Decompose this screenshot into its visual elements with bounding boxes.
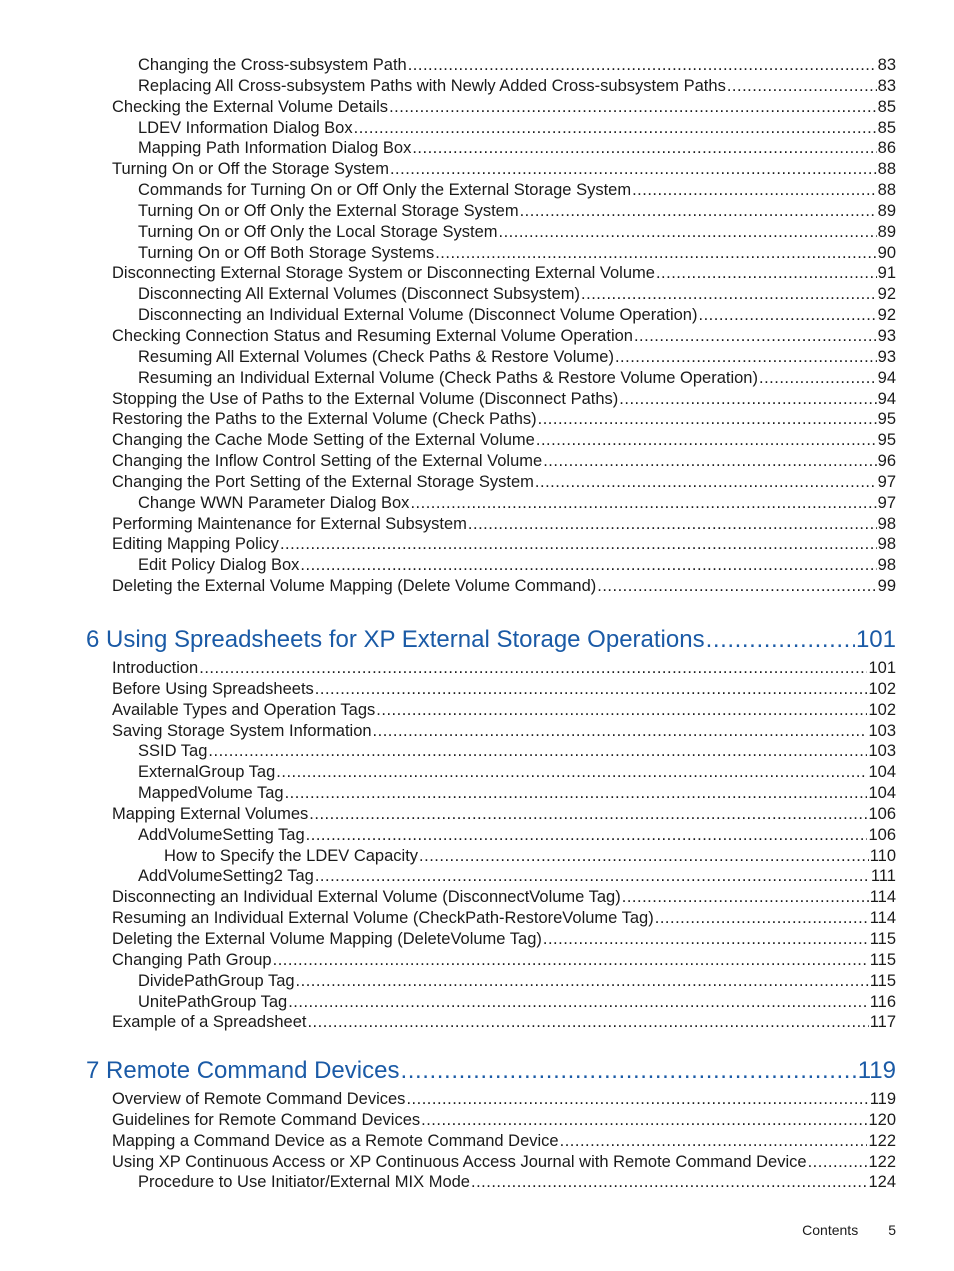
toc-entry-title: DividePathGroup Tag — [138, 971, 295, 990]
dot-leader — [543, 929, 869, 950]
toc-entry-title: Restoring the Paths to the External Volume (Check Paths) — [112, 410, 537, 429]
toc-entry-page-number: 120 — [868, 1110, 896, 1129]
toc-entry[interactable] — [0, 326, 954, 347]
dot-leader — [615, 347, 877, 368]
toc-entry-page-number: 92 — [877, 306, 896, 325]
toc-entry[interactable] — [0, 783, 954, 804]
toc-entry-page-number: 115 — [869, 950, 896, 969]
dot-leader — [656, 263, 877, 284]
toc-entry-page-number: 115 — [869, 971, 896, 990]
toc-entry-page-number: 110 — [869, 846, 896, 865]
toc-entry-page-number: 83 — [877, 76, 896, 95]
dot-leader — [619, 389, 876, 410]
toc-entry[interactable] — [0, 576, 954, 597]
toc-continuation — [0, 55, 954, 597]
dot-leader — [655, 908, 869, 929]
dot-leader — [581, 284, 877, 305]
toc-entry-title: MappedVolume Tag — [138, 784, 284, 803]
toc-entry-page-number: 101 — [868, 659, 896, 677]
dot-leader — [759, 368, 877, 389]
toc-entry[interactable] — [0, 222, 954, 243]
toc-entry[interactable] — [0, 534, 954, 555]
toc-entry[interactable] — [0, 1012, 954, 1033]
toc-entry[interactable] — [0, 950, 954, 971]
toc-entry[interactable] — [0, 804, 954, 825]
toc-entry[interactable] — [0, 451, 954, 472]
toc-entry[interactable] — [0, 347, 954, 368]
toc-entry[interactable] — [0, 1152, 954, 1173]
toc-entry-page-number: 106 — [868, 804, 896, 823]
toc-entry-title: Saving Storage System Information — [112, 721, 372, 740]
dot-leader — [280, 534, 877, 555]
dot-leader — [706, 625, 855, 655]
toc-entry-page-number: 93 — [877, 326, 896, 345]
dot-leader — [499, 222, 877, 243]
chapter-page-number: 101 — [855, 626, 896, 653]
toc-entry-title: Commands for Turning On or Off Only the External Storage System — [138, 181, 632, 200]
toc-entry[interactable] — [0, 409, 954, 430]
dot-leader — [538, 409, 877, 430]
toc-chapter-6 — [0, 625, 954, 1033]
dot-leader — [435, 243, 876, 264]
toc-entry-page-number: 89 — [877, 201, 896, 220]
toc-entry-title: Turning On or Off Only the Local Storage System — [138, 222, 498, 241]
toc-entry-title: Stopping the Use of Paths to the External Volume (Disconnect Paths) — [112, 389, 619, 408]
toc-entry-page-number: 116 — [869, 992, 896, 1011]
toc-entry-title: Resuming All External Volumes (Check Paths & Restore Volume) — [138, 347, 614, 366]
toc-entry-page-number: 102 — [868, 700, 896, 719]
toc-entry[interactable] — [0, 305, 954, 326]
dot-leader — [276, 762, 867, 783]
toc-entry[interactable] — [0, 992, 954, 1013]
toc-entry[interactable] — [0, 1089, 954, 1110]
dot-leader — [315, 866, 870, 887]
toc-entry-page-number: 124 — [868, 1173, 896, 1192]
dot-leader — [406, 1089, 868, 1110]
toc-entry[interactable] — [0, 243, 954, 264]
toc-entry-title: Disconnecting All External Volumes (Disconnect Subsystem) — [138, 285, 581, 304]
toc-entry-page-number: 94 — [877, 389, 896, 408]
toc-entry-title: Checking Connection Status and Resuming External Volume Operation — [112, 326, 633, 345]
toc-entry[interactable] — [0, 284, 954, 305]
dot-leader — [296, 971, 869, 992]
toc-entry-page-number: 119 — [869, 1090, 896, 1108]
toc-entry-page-number: 98 — [877, 535, 896, 554]
toc-entry-page-number: 114 — [869, 909, 896, 928]
toc-entry[interactable] — [0, 389, 954, 410]
toc-entry-title: Resuming an Individual External Volume (CheckPath-RestoreVolume Tag) — [112, 909, 654, 928]
toc-entry-title: Changing the Cache Mode Setting of the External Volume — [112, 431, 535, 450]
toc-entry-page-number: 122 — [868, 1152, 896, 1171]
toc-entry-page-number: 93 — [877, 347, 896, 366]
dot-leader — [632, 180, 877, 201]
toc-entry[interactable] — [0, 762, 954, 783]
toc-entry[interactable] — [0, 721, 954, 742]
toc-entry-title: Turning On or Off Both Storage Systems — [138, 243, 435, 262]
toc-entry-page-number: 97 — [877, 472, 896, 491]
toc-entry-page-number: 95 — [877, 431, 896, 450]
toc-entry-page-number: 106 — [868, 825, 896, 844]
toc-entry[interactable] — [0, 55, 954, 76]
dot-leader — [306, 825, 868, 846]
dot-leader — [285, 783, 868, 804]
toc-entry-title: Mapping Path Information Dialog Box — [138, 139, 412, 158]
chapter-heading[interactable] — [0, 625, 954, 655]
toc-entry[interactable] — [0, 1131, 954, 1152]
toc-entry[interactable] — [0, 658, 954, 679]
toc-entry-page-number: 90 — [877, 243, 896, 262]
dot-leader — [543, 451, 876, 472]
dot-leader — [560, 1131, 868, 1152]
dot-leader — [727, 76, 877, 97]
toc-entry[interactable] — [0, 679, 954, 700]
toc-entry-page-number: 103 — [868, 742, 896, 761]
dot-leader — [288, 992, 868, 1013]
toc-entry-title: Changing the Inflow Control Setting of the External Volume — [112, 452, 543, 471]
toc-entry[interactable] — [0, 1110, 954, 1131]
toc-entry-title: AddVolumeSetting2 Tag — [138, 867, 314, 886]
toc-entry[interactable] — [0, 76, 954, 97]
dot-leader — [410, 493, 876, 514]
chapter-title: 6 Using Spreadsheets for XP External Storage Operations — [86, 626, 705, 653]
toc-entry-title: Guidelines for Remote Command Devices — [112, 1110, 421, 1129]
dot-leader — [354, 118, 877, 139]
dot-leader — [315, 679, 868, 700]
toc-entry-title: Procedure to Use Initiator/External MIX Mode — [138, 1173, 470, 1192]
toc-entry-page-number: 85 — [877, 97, 896, 116]
footer-section-label: Contents — [802, 1222, 859, 1238]
toc-entry[interactable] — [0, 368, 954, 389]
toc-entry[interactable] — [0, 180, 954, 201]
toc-entry[interactable] — [0, 555, 954, 576]
toc-entry-page-number: 83 — [877, 56, 896, 74]
toc-entry-page-number: 97 — [877, 493, 896, 512]
toc-entry-title: How to Specify the LDEV Capacity — [164, 846, 419, 865]
chapter-7-entries — [0, 1089, 954, 1193]
toc-entry-page-number: 91 — [877, 264, 896, 283]
toc-entry-title: Turning On or Off the Storage System — [112, 160, 389, 179]
dot-leader — [376, 700, 867, 721]
dot-leader — [412, 138, 876, 159]
chapter-page-number: 119 — [857, 1057, 896, 1084]
toc-entry-page-number: 111 — [870, 867, 896, 886]
toc-entry-page-number: 114 — [869, 888, 896, 907]
toc-entry-page-number: 98 — [877, 556, 896, 575]
dot-leader — [536, 430, 877, 451]
toc-entry[interactable] — [0, 472, 954, 493]
toc-entry-page-number: 99 — [877, 577, 896, 596]
toc-entry-title: Mapping External Volumes — [112, 804, 309, 823]
toc-entry-page-number: 95 — [877, 410, 896, 429]
toc-entry-title: Change WWN Parameter Dialog Box — [138, 493, 410, 512]
toc-entry-title: Changing the Cross-subsystem Path — [138, 56, 407, 74]
toc-entry[interactable] — [0, 887, 954, 908]
dot-leader — [400, 1056, 856, 1086]
toc-entry-page-number: 89 — [877, 222, 896, 241]
toc-entry-title: Overview of Remote Command Devices — [112, 1090, 406, 1108]
toc-entry[interactable] — [0, 908, 954, 929]
toc-entry-page-number: 86 — [877, 139, 896, 158]
toc-entry-page-number: 103 — [868, 721, 896, 740]
toc-entry[interactable] — [0, 263, 954, 284]
toc-entry-title: Edit Policy Dialog Box — [138, 556, 300, 575]
dot-leader — [535, 472, 877, 493]
toc-entry-title: Deleting the External Volume Mapping (Delete Volume Command) — [112, 577, 597, 596]
toc-entry-title: Turning On or Off Only the External Storage System — [138, 201, 519, 220]
toc-entry-page-number: 117 — [869, 1013, 896, 1032]
dot-leader — [471, 1172, 867, 1193]
dot-leader — [373, 721, 868, 742]
toc-entry-page-number: 98 — [877, 514, 896, 533]
chapter-title: 7 Remote Command Devices — [86, 1057, 400, 1084]
chapter-heading[interactable] — [0, 1056, 954, 1086]
toc-entry[interactable] — [0, 846, 954, 867]
toc-entry-title: Disconnecting an Individual External Volume (DisconnectVolume Tag) — [112, 888, 621, 907]
toc-entry[interactable] — [0, 430, 954, 451]
toc-entry-title: Disconnecting an Individual External Volume (Disconnect Volume Operation) — [138, 306, 698, 325]
toc-entry-title: Performing Maintenance for External Subsystem — [112, 514, 467, 533]
toc-entry-title: AddVolumeSetting Tag — [138, 825, 305, 844]
dot-leader — [634, 326, 877, 347]
toc-entry-title: Replacing All Cross-subsystem Paths with Newly Added Cross-subsystem Paths — [138, 76, 726, 95]
toc-entry-page-number: 115 — [869, 929, 896, 948]
toc-entry[interactable] — [0, 201, 954, 222]
dot-leader — [307, 1012, 868, 1033]
toc-entry-page-number: 94 — [877, 368, 896, 387]
toc-entry[interactable] — [0, 1172, 954, 1193]
toc-entry[interactable] — [0, 866, 954, 887]
toc-entry[interactable] — [0, 514, 954, 535]
dot-leader — [309, 804, 867, 825]
toc-entry[interactable] — [0, 741, 954, 762]
toc-entry-title: Mapping a Command Device as a Remote Command Device — [112, 1131, 559, 1150]
dot-leader — [273, 950, 869, 971]
toc-entry-page-number: 92 — [877, 285, 896, 304]
toc-entry-title: Introduction — [112, 659, 199, 677]
toc-entry-title: Before Using Spreadsheets — [112, 679, 314, 698]
dot-leader — [389, 97, 877, 118]
toc-entry-page-number: 88 — [877, 181, 896, 200]
dot-leader — [199, 658, 867, 679]
dot-leader — [468, 514, 877, 535]
toc-entry-title: Changing Path Group — [112, 950, 272, 969]
toc-entry-page-number: 85 — [877, 118, 896, 137]
toc-entry[interactable] — [0, 97, 954, 118]
toc-entry-page-number: 96 — [877, 452, 896, 471]
toc-entry[interactable] — [0, 971, 954, 992]
toc-entry-page-number: 104 — [868, 763, 896, 782]
dot-leader — [390, 159, 877, 180]
dot-leader — [300, 555, 876, 576]
dot-leader — [808, 1152, 868, 1173]
toc-entry-title: UnitePathGroup Tag — [138, 992, 288, 1011]
toc-entry[interactable] — [0, 825, 954, 846]
toc-entry-title: Changing the Port Setting of the External Storage System — [112, 472, 534, 491]
toc-entry-title: SSID Tag — [138, 742, 208, 761]
footer-page-number: 5 — [888, 1222, 896, 1238]
toc-chapter-7 — [0, 1056, 954, 1193]
toc-entry[interactable] — [0, 118, 954, 139]
toc-entry-page-number: 122 — [868, 1131, 896, 1150]
toc-entry[interactable] — [0, 138, 954, 159]
toc-entry-title: Editing Mapping Policy — [112, 535, 279, 554]
toc-entry-title: Using XP Continuous Access or XP Continuous Access Journal with Remote Command Device — [112, 1152, 807, 1171]
dot-leader — [419, 846, 869, 867]
dot-leader — [597, 576, 876, 597]
toc-entry[interactable] — [0, 700, 954, 721]
toc-entry-title: Resuming an Individual External Volume (Check Paths & Restore Volume Operation) — [138, 368, 758, 387]
page-footer — [802, 1222, 896, 1238]
toc-entry-title: LDEV Information Dialog Box — [138, 118, 353, 137]
toc-entry-title: ExternalGroup Tag — [138, 763, 276, 782]
toc-entry[interactable] — [0, 159, 954, 180]
toc-entry-page-number: 88 — [877, 160, 896, 179]
toc-entry-page-number: 102 — [868, 679, 896, 698]
toc-entry-page-number: 104 — [868, 784, 896, 803]
dot-leader — [408, 55, 877, 76]
dot-leader — [698, 305, 876, 326]
toc-entry-title: Deleting the External Volume Mapping (DeleteVolume Tag) — [112, 929, 542, 948]
toc-entry-title: Checking the External Volume Details — [112, 97, 389, 116]
dot-leader — [421, 1110, 867, 1131]
dot-leader — [520, 201, 877, 222]
toc-entry[interactable] — [0, 493, 954, 514]
dot-leader — [622, 887, 869, 908]
dot-leader — [208, 741, 867, 762]
toc-entry-title: Available Types and Operation Tags — [112, 700, 376, 719]
chapter-6-entries — [0, 658, 954, 1033]
toc-entry-title: Example of a Spreadsheet — [112, 1013, 307, 1032]
toc-entry[interactable] — [0, 929, 954, 950]
toc-entry-title: Disconnecting External Storage System or Disconnecting External Volume — [112, 264, 655, 283]
